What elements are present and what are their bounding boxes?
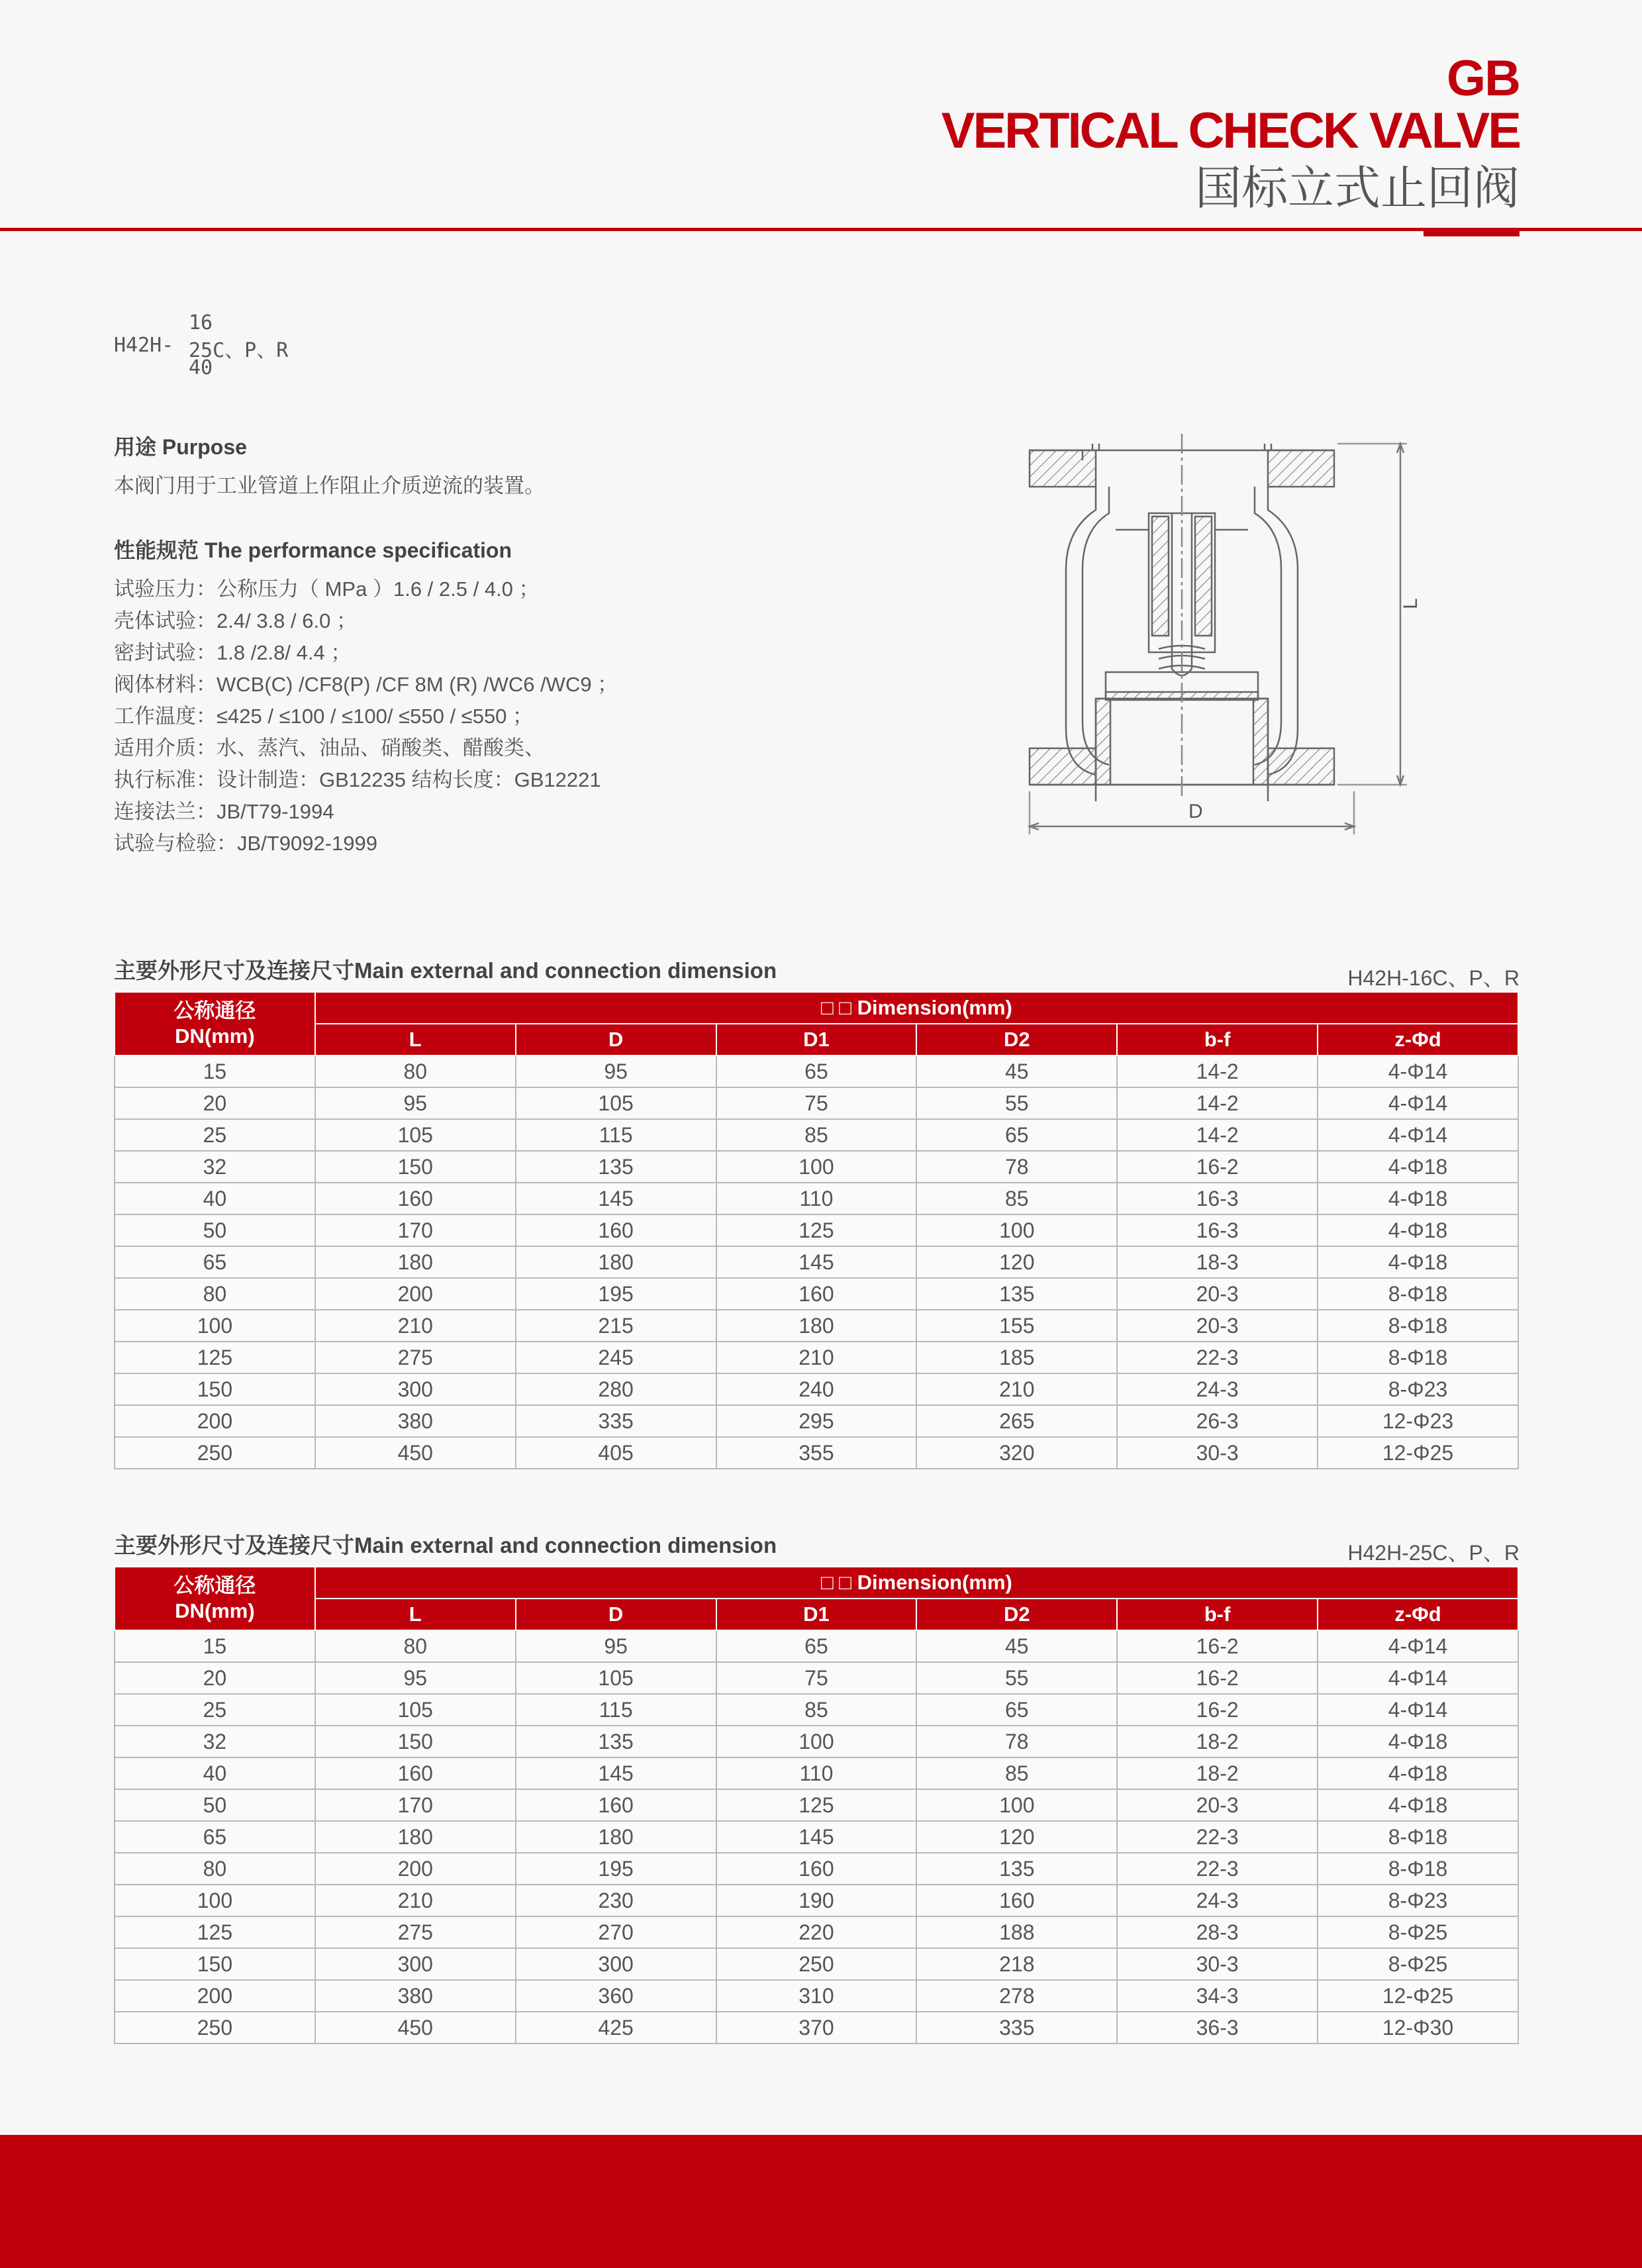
spec-line: 执行标准：设计制造：GB12235 结构长度：GB12221 <box>114 768 601 791</box>
table-cell: 12-Φ23 <box>1318 1405 1518 1437</box>
table-cell: 25 <box>115 1694 315 1726</box>
table-row <box>115 1853 1518 1885</box>
table-row <box>115 1214 1518 1246</box>
table-cell: 45 <box>916 1056 1117 1087</box>
model-code-middle: 25C、P、R <box>189 339 289 362</box>
table-cell: 110 <box>716 1757 917 1789</box>
table-cell: 8-Φ25 <box>1318 1948 1518 1980</box>
table-row <box>115 1916 1518 1948</box>
table-cell: 160 <box>916 1885 1117 1916</box>
table-cell: 150 <box>115 1373 315 1405</box>
dn-header: 公称通径 DN(mm) <box>115 1567 315 1630</box>
table-cell: 65 <box>716 1630 917 1662</box>
table-cell: 26-3 <box>1117 1405 1318 1437</box>
column-header: L <box>315 1024 516 1056</box>
table-cell: 125 <box>716 1789 917 1821</box>
table-cell: 36-3 <box>1117 2012 1318 2044</box>
table-cell: 95 <box>516 1056 716 1087</box>
table-row <box>115 1757 1518 1789</box>
table-cell: 145 <box>716 1246 917 1278</box>
table-cell: 105 <box>516 1087 716 1119</box>
table-cell: 65 <box>916 1119 1117 1151</box>
table-cell: 4-Φ14 <box>1318 1119 1518 1151</box>
title-english: VERTICAL CHECK VALVE <box>941 103 1520 159</box>
table-cell: 15 <box>115 1630 315 1662</box>
table-cell: 250 <box>716 1948 917 1980</box>
table-cell: 180 <box>516 1246 716 1278</box>
table-cell: 85 <box>916 1757 1117 1789</box>
model-code-bottom: 40 <box>189 356 213 379</box>
header-divider <box>0 228 1642 231</box>
table-cell: 8-Φ18 <box>1318 1342 1518 1373</box>
model-code-top: 16 <box>189 311 213 334</box>
table-cell: 12-Φ30 <box>1318 2012 1518 2044</box>
table-cell: 218 <box>916 1948 1117 1980</box>
table-cell: 310 <box>716 1980 917 2012</box>
table-cell: 195 <box>516 1853 716 1885</box>
table-cell: 8-Φ18 <box>1318 1821 1518 1853</box>
table-row <box>115 1694 1518 1726</box>
table-cell: 100 <box>916 1214 1117 1246</box>
table-cell: 20-3 <box>1117 1310 1318 1342</box>
page-title-block <box>941 50 1520 219</box>
table-2-title: 主要外形尺寸及连接尺寸Main external and connection dimension <box>114 1533 777 1557</box>
table-cell: 180 <box>315 1821 516 1853</box>
table-cell: 280 <box>516 1373 716 1405</box>
table-cell: 250 <box>115 1437 315 1469</box>
dimension-header: □ □ Dimension(mm) <box>315 992 1518 1024</box>
spec-line: 连接法兰：JB/T79-1994 <box>114 800 334 823</box>
table-cell: 16-2 <box>1117 1630 1318 1662</box>
spec-line: 阀体材料：WCB(C) /CF8(P) /CF 8M (R) /WC6 /WC9 ； <box>114 673 618 696</box>
table-cell: 180 <box>716 1310 917 1342</box>
table-cell: 4-Φ18 <box>1318 1214 1518 1246</box>
column-header: z-Φd <box>1318 1599 1518 1630</box>
column-header: b-f <box>1117 1024 1318 1056</box>
table-cell: 75 <box>716 1662 917 1694</box>
table-cell: 16-2 <box>1117 1662 1318 1694</box>
table-cell: 160 <box>716 1278 917 1310</box>
table-1-title: 主要外形尺寸及连接尺寸Main external and connection dimension <box>114 958 777 983</box>
table-row <box>115 1980 1518 2012</box>
column-header: D <box>516 1599 716 1630</box>
table-row <box>115 1151 1518 1183</box>
dimension-table-16c <box>114 991 1519 1469</box>
table-cell: 135 <box>516 1151 716 1183</box>
table-row <box>115 1373 1518 1405</box>
table-cell: 4-Φ18 <box>1318 1246 1518 1278</box>
table-cell: 360 <box>516 1980 716 2012</box>
table-cell: 100 <box>716 1151 917 1183</box>
table-cell: 200 <box>115 1405 315 1437</box>
dn-header: 公称通径 DN(mm) <box>115 992 315 1056</box>
column-header: D1 <box>716 1024 917 1056</box>
dimension-table-25c <box>114 1566 1519 2044</box>
table-cell: 25 <box>115 1119 315 1151</box>
table-cell: 240 <box>716 1373 917 1405</box>
table-cell: 8-Φ18 <box>1318 1853 1518 1885</box>
table-cell: 335 <box>516 1405 716 1437</box>
table-cell: 18-2 <box>1117 1757 1318 1789</box>
table-cell: 160 <box>516 1214 716 1246</box>
table-cell: 125 <box>115 1916 315 1948</box>
table-cell: 210 <box>315 1885 516 1916</box>
table-cell: 14-2 <box>1117 1056 1318 1087</box>
table-cell: 4-Φ18 <box>1318 1151 1518 1183</box>
table-cell: 105 <box>315 1694 516 1726</box>
dimension-header: □ □ Dimension(mm) <box>315 1567 1518 1599</box>
table-cell: 65 <box>716 1056 917 1087</box>
table-cell: 200 <box>115 1980 315 2012</box>
table-cell: 230 <box>516 1885 716 1916</box>
title-chinese: 国标立式止回阀 <box>1195 161 1520 215</box>
table-cell: 450 <box>315 1437 516 1469</box>
table-cell: 125 <box>716 1214 917 1246</box>
table-cell: 275 <box>315 1916 516 1948</box>
table-cell: 115 <box>516 1119 716 1151</box>
column-header: D <box>516 1024 716 1056</box>
table-cell: 120 <box>916 1246 1117 1278</box>
performance-heading: 性能规范 The performance specification <box>114 538 512 562</box>
table-cell: 40 <box>115 1183 315 1214</box>
table-cell: 450 <box>315 2012 516 2044</box>
table-cell: 320 <box>916 1437 1117 1469</box>
table-row <box>115 1789 1518 1821</box>
table-row <box>115 1405 1518 1437</box>
table-cell: 150 <box>315 1726 516 1757</box>
table-cell: 210 <box>916 1373 1117 1405</box>
table-cell: 135 <box>516 1726 716 1757</box>
table-cell: 24-3 <box>1117 1885 1318 1916</box>
table-cell: 295 <box>716 1405 917 1437</box>
table-cell: 20-3 <box>1117 1789 1318 1821</box>
table-cell: 80 <box>315 1056 516 1087</box>
table-cell: 380 <box>315 1980 516 2012</box>
table-cell: 250 <box>115 2012 315 2044</box>
table-cell: 50 <box>115 1789 315 1821</box>
table-cell: 4-Φ18 <box>1318 1183 1518 1214</box>
table-cell: 300 <box>315 1948 516 1980</box>
table-cell: 355 <box>716 1437 917 1469</box>
table-cell: 12-Φ25 <box>1318 1980 1518 2012</box>
table-cell: 110 <box>716 1183 917 1214</box>
table-cell: 180 <box>315 1246 516 1278</box>
table-cell: 18-2 <box>1117 1726 1318 1757</box>
column-header: b-f <box>1117 1599 1318 1630</box>
purpose-heading: 用途 Purpose <box>114 435 247 459</box>
table-cell: 20-3 <box>1117 1278 1318 1310</box>
table-2-body <box>115 1630 1518 2044</box>
footer-band <box>0 2135 1642 2268</box>
table-cell: 380 <box>315 1405 516 1437</box>
table-cell: 8-Φ18 <box>1318 1278 1518 1310</box>
table-cell: 20 <box>115 1087 315 1119</box>
spec-line: 密封试验：1.8 /2.8/ 4.4 ； <box>114 641 352 664</box>
table-cell: 135 <box>916 1853 1117 1885</box>
table-2-model: H42H-25C、P、R <box>1347 1541 1520 1565</box>
table-cell: 4-Φ14 <box>1318 1694 1518 1726</box>
table-row <box>115 1246 1518 1278</box>
table-cell: 145 <box>716 1821 917 1853</box>
table-cell: 16-3 <box>1117 1183 1318 1214</box>
table-cell: 145 <box>516 1757 716 1789</box>
table-cell: 335 <box>916 2012 1117 2044</box>
table-cell: 278 <box>916 1980 1117 2012</box>
table-cell: 185 <box>916 1342 1117 1373</box>
table-cell: 80 <box>315 1630 516 1662</box>
table-cell: 265 <box>916 1405 1117 1437</box>
column-header: D2 <box>916 1024 1117 1056</box>
spec-line: 适用介质：水、蒸汽、油品、硝酸类、醋酸类、 <box>114 736 545 760</box>
table-cell: 22-3 <box>1117 1853 1318 1885</box>
table-cell: 32 <box>115 1726 315 1757</box>
table-cell: 200 <box>315 1278 516 1310</box>
table-cell: 220 <box>716 1916 917 1948</box>
column-header: D1 <box>716 1599 917 1630</box>
table-cell: 105 <box>315 1119 516 1151</box>
table-cell: 115 <box>516 1694 716 1726</box>
table-cell: 195 <box>516 1278 716 1310</box>
table-cell: 50 <box>115 1214 315 1246</box>
spec-line: 试验压力：公称压力（ MPa ）1.6 / 2.5 / 4.0 ； <box>114 577 540 601</box>
table-cell: 170 <box>315 1214 516 1246</box>
table-cell: 34-3 <box>1117 1980 1318 2012</box>
table-cell: 160 <box>516 1789 716 1821</box>
table-row <box>115 1278 1518 1310</box>
table-cell: 45 <box>916 1630 1117 1662</box>
table-cell: 4-Φ18 <box>1318 1757 1518 1789</box>
spec-line: 试验与检验：JB/T9092-1999 <box>114 832 377 855</box>
table-cell: 180 <box>516 1821 716 1853</box>
table-cell: 15 <box>115 1056 315 1087</box>
table-row <box>115 1342 1518 1373</box>
table-cell: 4-Φ14 <box>1318 1087 1518 1119</box>
table-row <box>115 1885 1518 1916</box>
table-cell: 215 <box>516 1310 716 1342</box>
table-cell: 210 <box>315 1310 516 1342</box>
table-cell: 65 <box>115 1821 315 1853</box>
table-cell: 155 <box>916 1310 1117 1342</box>
table-cell: 245 <box>516 1342 716 1373</box>
table-cell: 100 <box>115 1885 315 1916</box>
table-1-body <box>115 1056 1518 1469</box>
table-cell: 300 <box>315 1373 516 1405</box>
table-cell: 14-2 <box>1117 1087 1318 1119</box>
specification-section <box>114 430 842 860</box>
table-cell: 160 <box>315 1757 516 1789</box>
table-cell: 4-Φ14 <box>1318 1662 1518 1694</box>
table-cell: 22-3 <box>1117 1821 1318 1853</box>
table-cell: 85 <box>916 1183 1117 1214</box>
header-divider-accent <box>1424 228 1520 236</box>
dimension-label-D: D <box>1188 801 1203 822</box>
spec-line: 壳体试验：2.4/ 3.8 / 6.0 ； <box>114 609 357 632</box>
table-cell: 135 <box>916 1278 1117 1310</box>
table-row <box>115 1119 1518 1151</box>
table-cell: 100 <box>916 1789 1117 1821</box>
table-row <box>115 1630 1518 1662</box>
table-cell: 32 <box>115 1151 315 1183</box>
table-cell: 30-3 <box>1117 1948 1318 1980</box>
table-cell: 12-Φ25 <box>1318 1437 1518 1469</box>
table-row <box>115 1948 1518 1980</box>
table-cell: 78 <box>916 1726 1117 1757</box>
table-1-model: H42H-16C、P、R <box>1347 966 1520 990</box>
table-cell: 150 <box>315 1151 516 1183</box>
valve-cross-section-drawing <box>1020 430 1443 841</box>
table-cell: 125 <box>115 1342 315 1373</box>
table-cell: 28-3 <box>1117 1916 1318 1948</box>
table-cell: 30-3 <box>1117 1437 1318 1469</box>
model-code-prefix: H42H- <box>114 334 174 357</box>
table-cell: 55 <box>916 1662 1117 1694</box>
table-cell: 100 <box>115 1310 315 1342</box>
table-cell: 160 <box>315 1183 516 1214</box>
table-cell: 55 <box>916 1087 1117 1119</box>
table-cell: 8-Φ18 <box>1318 1310 1518 1342</box>
table-cell: 145 <box>516 1183 716 1214</box>
table-row <box>115 2012 1518 2044</box>
table-cell: 190 <box>716 1885 917 1916</box>
table-cell: 18-3 <box>1117 1246 1318 1278</box>
table-cell: 78 <box>916 1151 1117 1183</box>
table-cell: 75 <box>716 1087 917 1119</box>
table-cell: 170 <box>315 1789 516 1821</box>
table-row <box>115 1726 1518 1757</box>
table-cell: 24-3 <box>1117 1373 1318 1405</box>
table-cell: 16-3 <box>1117 1214 1318 1246</box>
table-cell: 100 <box>716 1726 917 1757</box>
table-cell: 4-Φ14 <box>1318 1630 1518 1662</box>
table-cell: 95 <box>315 1087 516 1119</box>
table-cell: 8-Φ25 <box>1318 1916 1518 1948</box>
table-cell: 300 <box>516 1948 716 1980</box>
table-row <box>115 1056 1518 1087</box>
table-cell: 405 <box>516 1437 716 1469</box>
table-cell: 80 <box>115 1853 315 1885</box>
table-cell: 4-Φ18 <box>1318 1726 1518 1757</box>
table-cell: 8-Φ23 <box>1318 1885 1518 1916</box>
table-cell: 65 <box>916 1694 1117 1726</box>
table-cell: 200 <box>315 1853 516 1885</box>
table-row <box>115 1087 1518 1119</box>
spec-line: 工作温度：≤425 / ≤100 / ≤100/ ≤550 / ≤550 ； <box>114 705 534 728</box>
table-cell: 85 <box>716 1694 917 1726</box>
table-row <box>115 1662 1518 1694</box>
column-header: D2 <box>916 1599 1117 1630</box>
table-cell: 188 <box>916 1916 1117 1948</box>
table-cell: 425 <box>516 2012 716 2044</box>
table-cell: 4-Φ18 <box>1318 1789 1518 1821</box>
table-cell: 20 <box>115 1662 315 1694</box>
table-cell: 80 <box>115 1278 315 1310</box>
dimension-label-L: L <box>1400 598 1422 609</box>
table-cell: 160 <box>716 1853 917 1885</box>
table-cell: 4-Φ14 <box>1318 1056 1518 1087</box>
table-cell: 16-2 <box>1117 1694 1318 1726</box>
table-row <box>115 1821 1518 1853</box>
table-cell: 65 <box>115 1246 315 1278</box>
table-cell: 95 <box>516 1630 716 1662</box>
table-cell: 150 <box>115 1948 315 1980</box>
title-gb: GB <box>1447 50 1520 107</box>
purpose-text: 本阀门用于工业管道上作阻止介质逆流的装置。 <box>114 474 545 497</box>
table-cell: 275 <box>315 1342 516 1373</box>
table-cell: 85 <box>716 1119 917 1151</box>
table-cell: 14-2 <box>1117 1119 1318 1151</box>
table-row <box>115 1437 1518 1469</box>
table-cell: 370 <box>716 2012 917 2044</box>
table-cell: 270 <box>516 1916 716 1948</box>
table-row <box>115 1310 1518 1342</box>
table-cell: 40 <box>115 1757 315 1789</box>
table-cell: 120 <box>916 1821 1117 1853</box>
table-cell: 16-2 <box>1117 1151 1318 1183</box>
column-header: L <box>315 1599 516 1630</box>
column-header: z-Φd <box>1318 1024 1518 1056</box>
table-cell: 95 <box>315 1662 516 1694</box>
table-cell: 8-Φ23 <box>1318 1373 1518 1405</box>
table-cell: 105 <box>516 1662 716 1694</box>
table-cell: 210 <box>716 1342 917 1373</box>
table-cell: 22-3 <box>1117 1342 1318 1373</box>
table-row <box>115 1183 1518 1214</box>
